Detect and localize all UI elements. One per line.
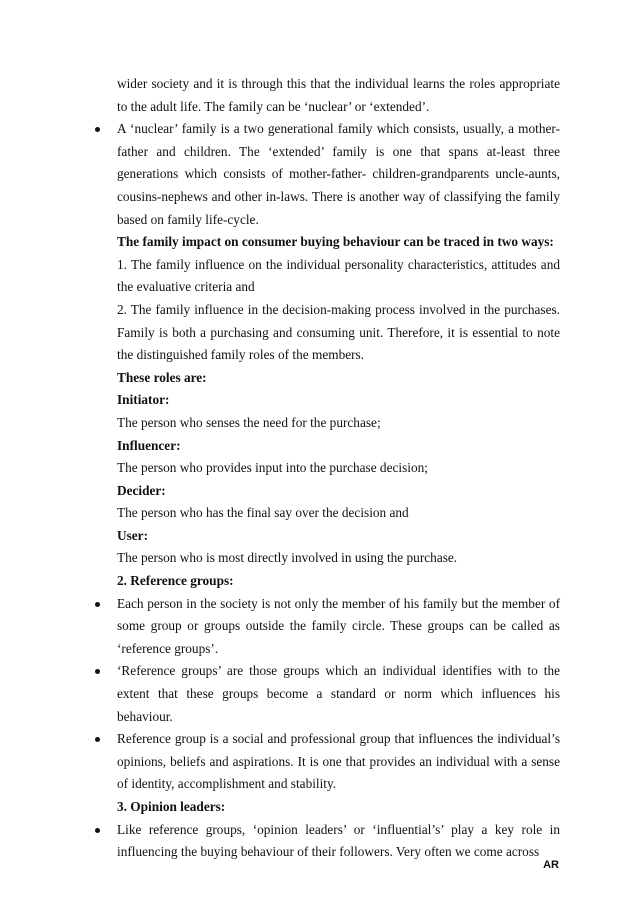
block-text: Initiator: <box>117 392 170 408</box>
section-heading <box>117 435 560 458</box>
paragraph <box>117 299 560 367</box>
paragraph <box>117 457 560 480</box>
block-text: The person who provides input into the purchase decision; <box>117 460 428 476</box>
block-text: wider society and it is through this that the individual learns the roles appropriate to the adult life. The family can be ‘nuclear’ or ‘extended’. <box>117 76 560 114</box>
bullet-item <box>117 819 560 864</box>
bullet-dot-icon <box>95 602 100 607</box>
page-body <box>117 73 560 864</box>
block-text: The person who has the final say over the decision and <box>117 505 409 521</box>
block-text: The family impact on consumer buying behaviour can be traced in two ways: <box>117 234 554 250</box>
block-text: These roles are: <box>117 369 207 385</box>
block-text: Each person in the society is not only the member of his family but the member of some group or groups outside the family circle. These groups can be called as ‘reference groups’. <box>117 595 560 656</box>
paragraph <box>117 502 560 525</box>
block-text: Reference group is a social and professional group that influences the individual’s opinions, beliefs and aspirations. It is one that provides an individual with a sense of identity, accomplishment and stability. <box>117 731 560 792</box>
bullet-item <box>117 118 560 231</box>
block-text: The person who is most directly involved in using the purchase. <box>117 550 458 566</box>
block-text: User: <box>117 527 149 543</box>
bullet-dot-icon <box>95 828 100 833</box>
paragraph <box>117 547 560 570</box>
bullet-dot-icon <box>95 737 100 742</box>
block-text: 3. Opinion leaders: <box>117 799 226 814</box>
section-heading <box>117 796 560 819</box>
bullet-item <box>117 728 560 796</box>
block-text: 2. Reference groups: <box>117 573 234 589</box>
paragraph <box>117 412 560 435</box>
paragraph <box>117 254 560 299</box>
section-heading <box>117 480 560 503</box>
block-text: 1. The family influence on the individual personality characteristics, attitudes and the evaluative criteria and <box>117 256 560 295</box>
section-heading <box>117 389 560 412</box>
block-text: A ‘nuclear’ family is a two generational family which consists, usually, a mother-father and children. The ‘extended’ family is one that spans at-least three generations which consists of mother-father- children-grandparents uncle-aunts, cousins-nephews and other in-laws. There is another way of classifying the family based on family life-cycle. <box>117 121 560 227</box>
bullet-dot-icon <box>95 127 100 132</box>
section-heading <box>117 231 560 254</box>
block-text: 2. The family influence in the decision-making process involved in the purchases. Family is both a purchasing and consuming unit. Therefore, it is essential to note the distinguished family roles of the members. <box>117 301 560 363</box>
section-heading <box>117 525 560 548</box>
block-text: ‘Reference groups’ are those groups which an individual identifies with to the extent that these groups become a standard or norm which influences his behaviour. <box>117 663 560 724</box>
block-text: Influencer: <box>117 437 181 453</box>
page-footer-initials: AR <box>543 859 559 871</box>
block-text: The person who senses the need for the purchase; <box>117 414 381 430</box>
section-heading <box>117 570 560 593</box>
bullet-item <box>117 660 560 728</box>
bullet-dot-icon <box>95 669 100 674</box>
paragraph <box>117 73 560 118</box>
section-heading <box>117 367 560 390</box>
bullet-item <box>117 593 560 661</box>
block-text: Like reference groups, ‘opinion leaders’ or ‘influential’s’ play a key role in influencing the buying behaviour of their followers. Very often we come across <box>117 821 560 860</box>
block-text: Decider: <box>117 482 166 498</box>
